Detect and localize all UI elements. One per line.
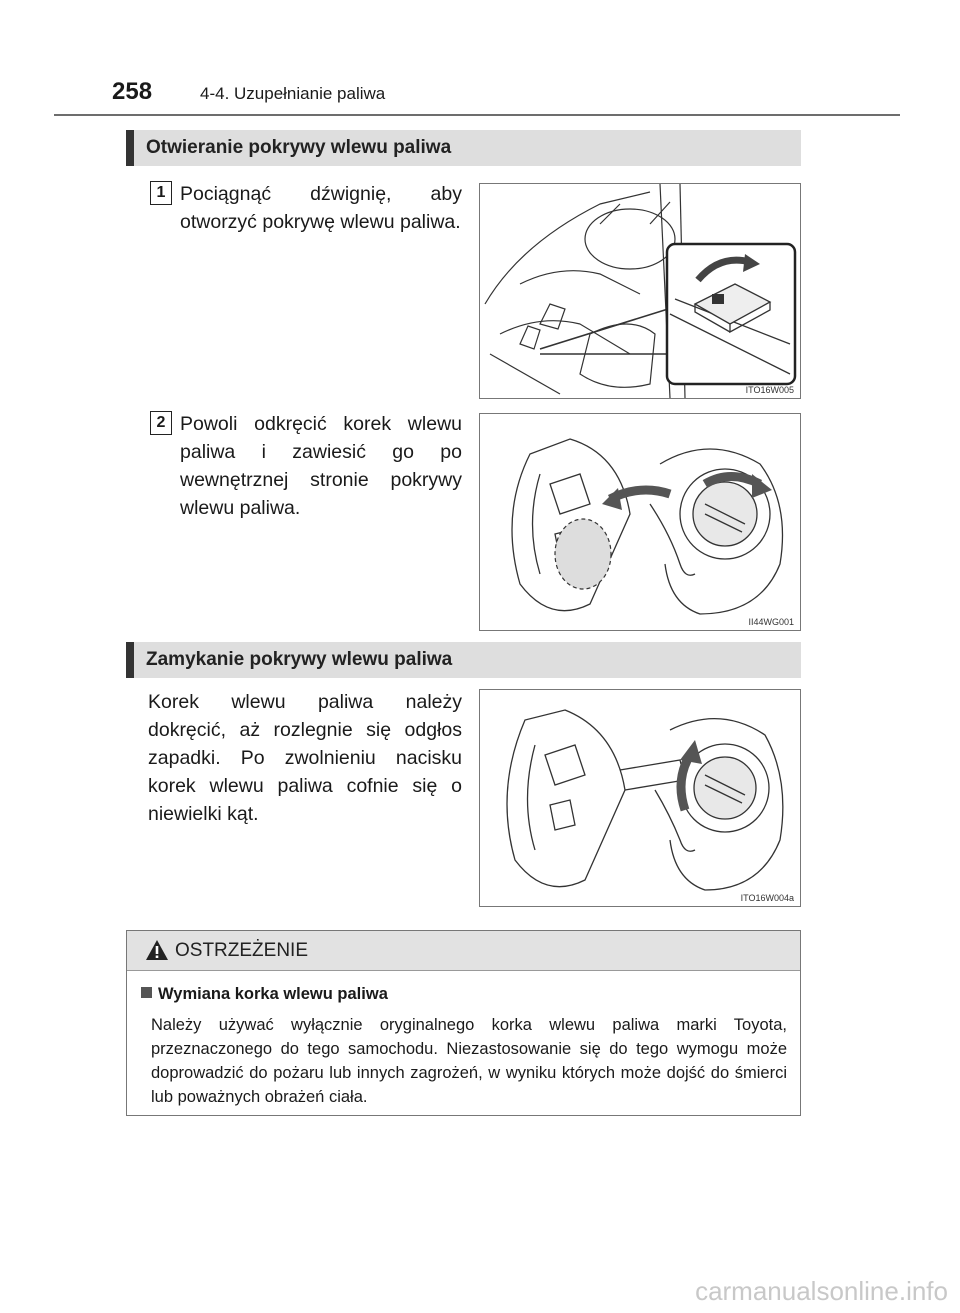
watermark: carmanualsonline.info [695, 1276, 948, 1306]
section-title-bar-open [126, 130, 801, 166]
header-rule [54, 114, 900, 116]
step-text-1: Pociągnąć dźwignię, aby otworzyć pokrywę wlewu paliwa. [180, 183, 462, 233]
warning-title: OSTRZEŻENIE [175, 940, 309, 961]
section-title-close: Zamykanie pokrywy wlewu paliwa [146, 649, 453, 670]
figure-cap-open [479, 413, 801, 631]
warning-box [126, 930, 801, 1116]
figure-lever [479, 183, 801, 399]
cap-open-illustration [480, 414, 800, 630]
warning-subtitle: Wymiana korka wlewu paliwa [158, 985, 388, 1003]
warning-subtitle-row [141, 985, 388, 1004]
cap-close-illustration [480, 690, 800, 906]
step-number-2: 2 [150, 411, 172, 435]
page-number: 258 [112, 78, 153, 105]
warning-header [127, 931, 800, 971]
page-header [110, 78, 900, 112]
lever-illustration [480, 184, 800, 398]
warning-text: Należy używać wyłącznie oryginalnego korka wlewu paliwa marki Toyota, przeznaczonego do tego samochodu. Niezastosowanie się do tego wymogu może doprowadzić do pożaru lub innych zagrożeń, w wyniku których może dojść do śmierci lub poważnych obrażeń ciała. [151, 1016, 787, 1106]
figure-cap-close [479, 689, 801, 907]
chapter-title: 4-4. Uzupełnianie paliwa [200, 84, 386, 103]
step-text-2: Powoli odkręcić korek wlewu paliwa i zawiesić go po wewnętrznej stronie pokrywy wlewu paliwa. [180, 413, 462, 519]
figure-code-1: ITO16W005 [745, 385, 794, 395]
step-number-1: 1 [150, 181, 172, 205]
figure-code-3: ITO16W004a [740, 893, 794, 903]
warning-triangle-icon [145, 939, 169, 961]
section-title-open: Otwieranie pokrywy wlewu paliwa [146, 137, 452, 158]
close-instructions: Korek wlewu paliwa należy dokręcić, aż rozlegnie się odgłos zapadki. Po zwolnieniu nacisku korek wlewu paliwa cofnie się o niewielki kąt. [148, 691, 462, 825]
figure-code-2: II44WG001 [748, 617, 794, 627]
section-title-bar-close [126, 642, 801, 678]
square-bullet-icon [141, 987, 152, 998]
